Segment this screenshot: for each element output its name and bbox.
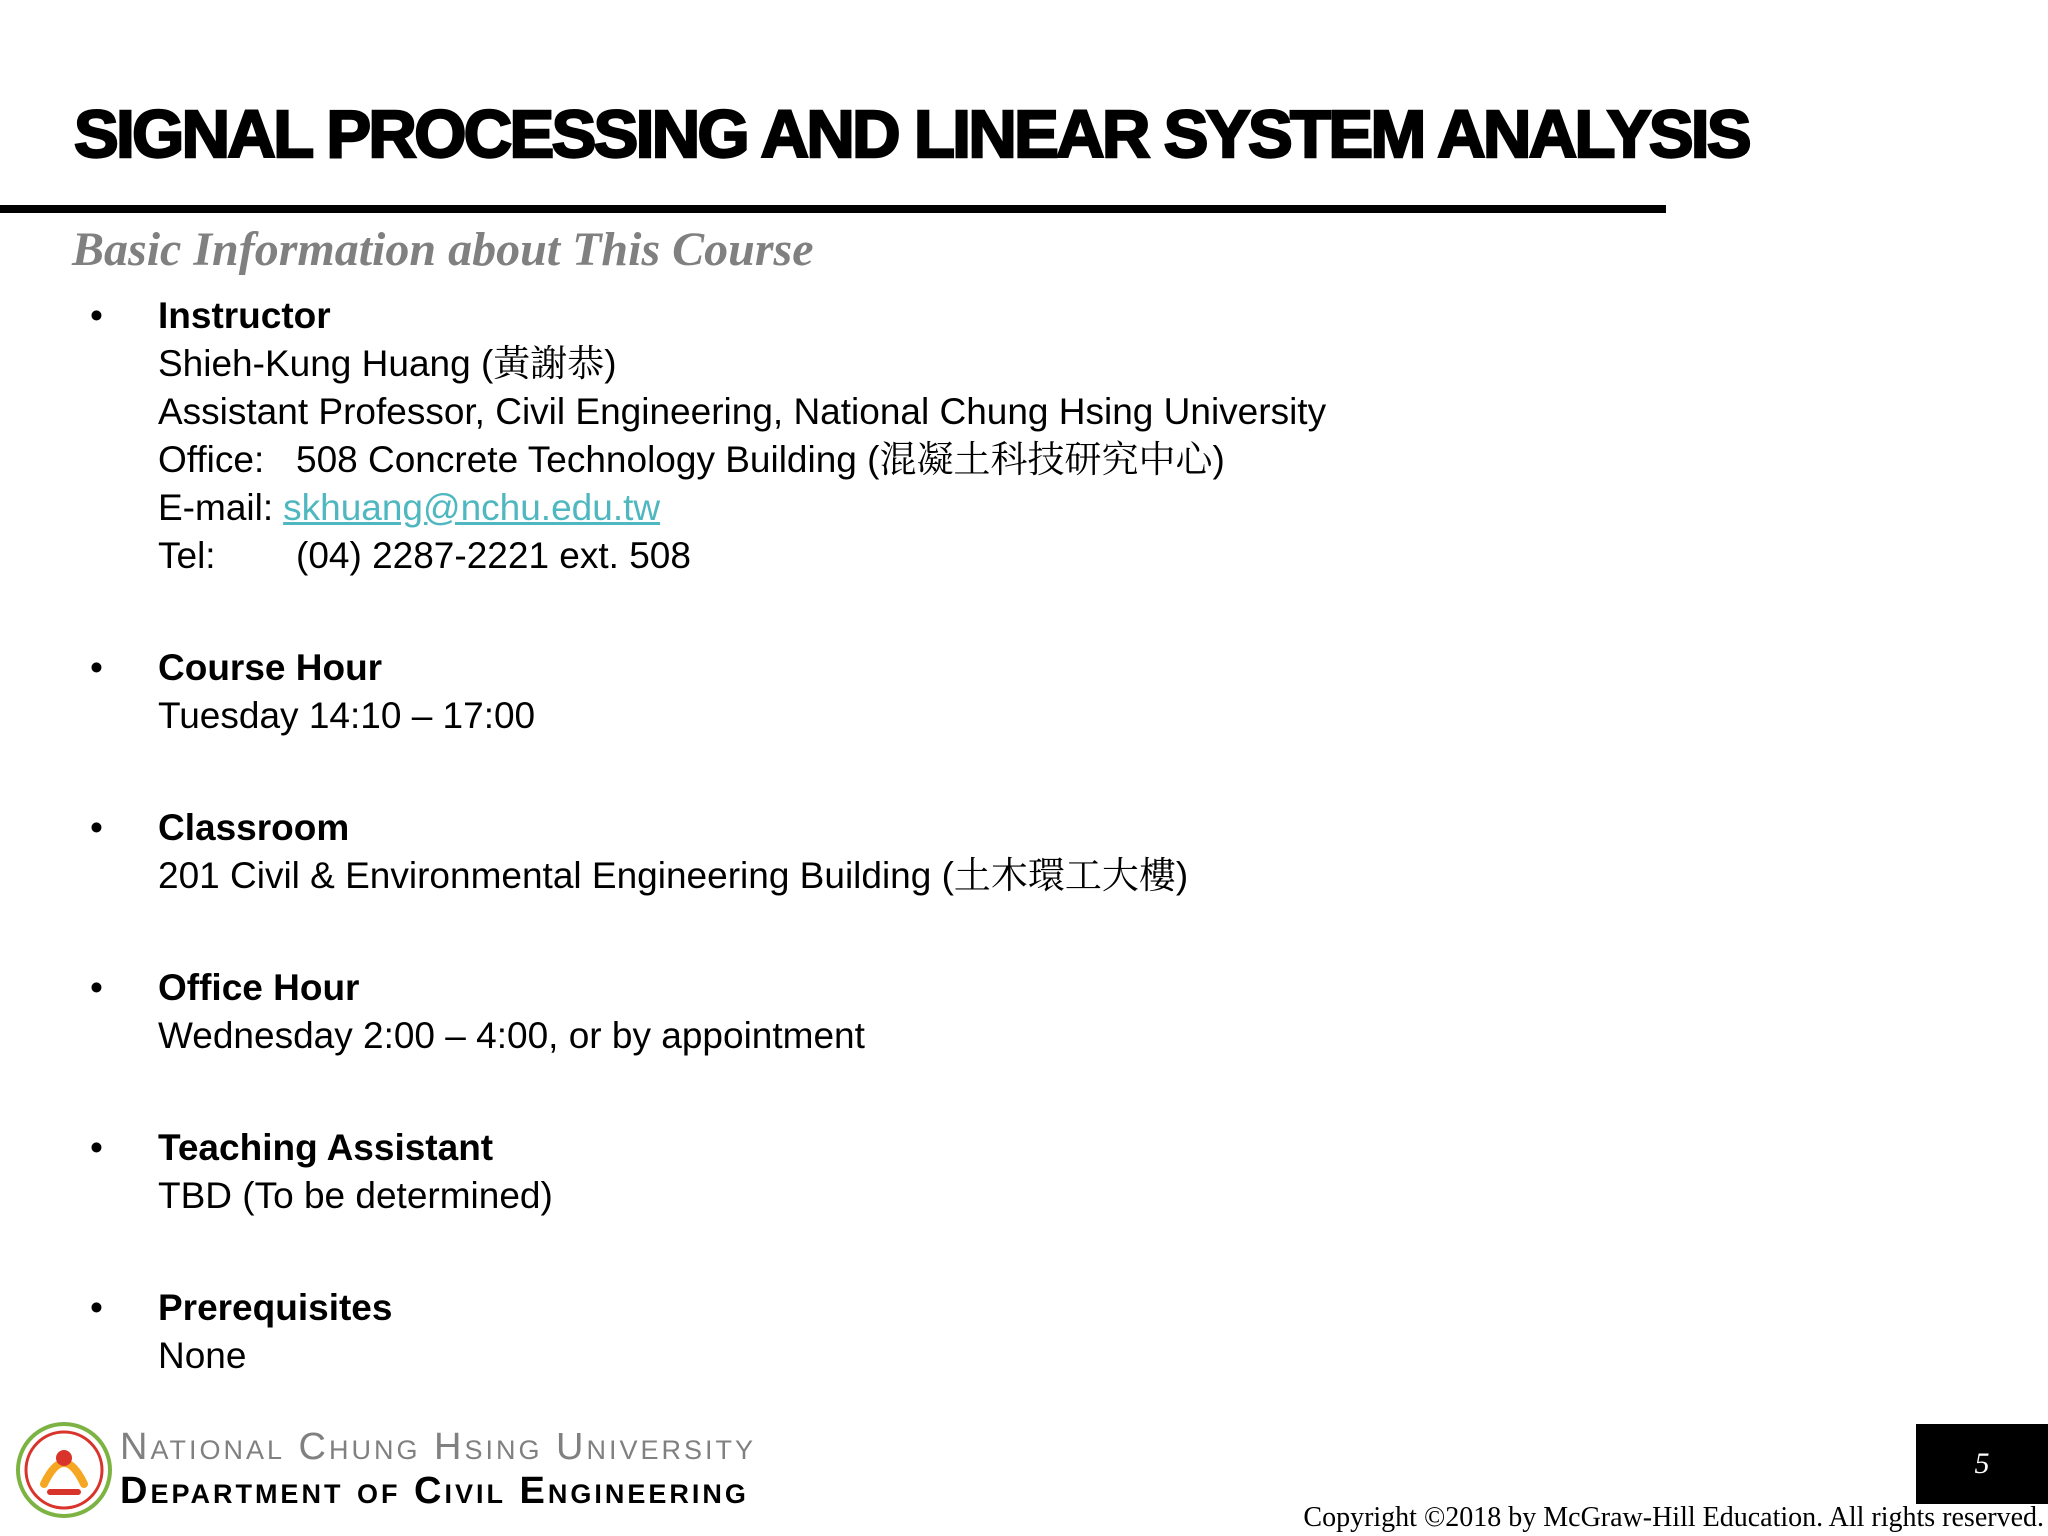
- tel-value: (04) 2287-2221 ext. 508: [296, 535, 691, 576]
- instructor-email: [158, 484, 1590, 532]
- instructor-name: Shieh-Kung Huang (黃謝恭): [158, 343, 617, 384]
- title-divider: [0, 205, 1666, 213]
- email-label: E-mail:: [158, 487, 274, 528]
- teaching-assistant-value: TBD (To be determined): [158, 1175, 553, 1216]
- list-item-office-hour: [90, 964, 1590, 1060]
- teaching-assistant-heading: Teaching Assistant: [158, 1127, 494, 1168]
- list-item-instructor: [90, 292, 1590, 580]
- slide-subtitle: Basic Information about This Course: [72, 223, 814, 276]
- bullet-icon: •: [90, 647, 103, 688]
- course-hour-heading: Course Hour: [158, 647, 383, 688]
- list-item-prerequisites: [90, 1284, 1590, 1380]
- email-link[interactable]: skhuang@nchu.edu.tw: [283, 487, 661, 528]
- instructor-heading: Instructor: [158, 295, 331, 336]
- office-hour-value: Wednesday 2:00 – 4:00, or by appointment: [158, 1015, 865, 1056]
- list-item-teaching-assistant: [90, 1124, 1590, 1220]
- instructor-position: Assistant Professor, Civil Engineering, National Chung Hsing University: [158, 391, 1327, 432]
- bullet-icon: •: [90, 1287, 103, 1328]
- nchu-logo-icon: [14, 1420, 114, 1520]
- office-hour-heading: Office Hour: [158, 967, 360, 1008]
- office-label: Office:: [158, 439, 265, 480]
- prerequisites-heading: Prerequisites: [158, 1287, 393, 1328]
- footer-university-name: National Chung Hsing University: [120, 1426, 757, 1468]
- footer-department-name: Department of Civil Engineering: [120, 1470, 749, 1512]
- page-number: 5: [1916, 1424, 2048, 1504]
- slide-title: SIGNAL PROCESSING AND LINEAR SYSTEM ANALYSIS: [74, 97, 1750, 172]
- bullet-icon: •: [90, 1127, 103, 1168]
- bullet-icon: •: [90, 807, 103, 848]
- tel-label: Tel:: [158, 535, 216, 576]
- list-item-classroom: [90, 804, 1590, 900]
- list-item-course-hour: [90, 644, 1590, 740]
- bullet-icon: •: [90, 295, 103, 336]
- bullet-icon: •: [90, 967, 103, 1008]
- course-hour-value: Tuesday 14:10 – 17:00: [158, 695, 536, 736]
- prerequisites-value: None: [158, 1335, 247, 1376]
- instructor-office: [158, 436, 1590, 484]
- instructor-tel: [158, 532, 1590, 580]
- classroom-value: 201 Civil & Environmental Engineering Building (土木環工大樓): [158, 855, 1189, 896]
- classroom-heading: Classroom: [158, 807, 350, 848]
- copyright-notice: Copyright ©2018 by McGraw-Hill Education. All rights reserved.: [1303, 1502, 2044, 1533]
- course-info-list: [90, 292, 1590, 1444]
- office-value: 508 Concrete Technology Building (混凝土科技研究中心): [296, 439, 1225, 480]
